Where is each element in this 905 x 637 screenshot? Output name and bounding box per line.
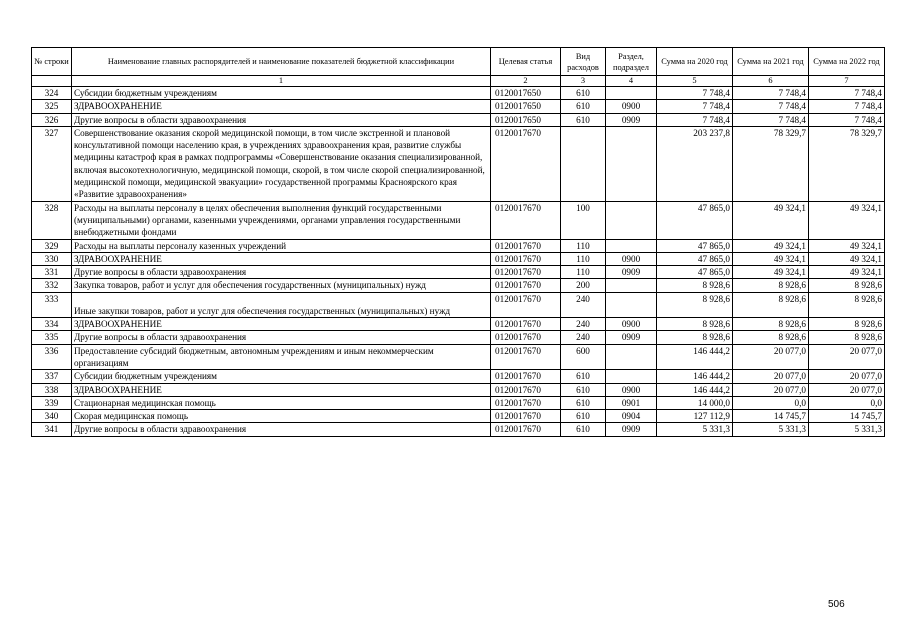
sum-2020: 47 865,0	[657, 252, 733, 265]
page-number: 506	[828, 599, 845, 610]
sum-2021: 14 745,7	[733, 410, 809, 423]
section-code	[606, 344, 657, 370]
table-body	[32, 87, 885, 437]
expense-type: 110	[561, 239, 606, 252]
section-code: 0909	[606, 331, 657, 344]
row-name: Другие вопросы в области здравоохранения	[72, 331, 491, 344]
sum-2020: 47 865,0	[657, 266, 733, 279]
row-name: ЗДРАВООХРАНЕНИЕ	[72, 252, 491, 265]
sum-2022: 49 324,1	[809, 201, 885, 239]
expense-type: 610	[561, 383, 606, 396]
row-number: 329	[32, 239, 72, 252]
target-article: 0120017670	[491, 279, 561, 292]
expense-type: 610	[561, 100, 606, 113]
table-row	[32, 266, 885, 279]
target-article: 0120017670	[491, 239, 561, 252]
sum-2020: 8 928,6	[657, 292, 733, 317]
row-name: Другие вопросы в области здравоохранения	[72, 423, 491, 436]
sum-2022: 5 331,3	[809, 423, 885, 436]
target-article: 0120017670	[491, 370, 561, 383]
target-article: 0120017670	[491, 266, 561, 279]
sum-2021: 8 928,6	[733, 318, 809, 331]
table-row	[32, 100, 885, 113]
column-number: 7	[809, 76, 885, 87]
row-number: 330	[32, 252, 72, 265]
row-name	[72, 292, 491, 317]
row-name: Совершенствование оказания скорой медицинской помощи, в том числе экстренной и плановой консультативной помощи населению края, в учреждениях здравоохранения края, развитие службы медицины катастроф края в рамках подпрограммы «Совершенствование оказания специализированной, включая высокотехнологичную, медицинской помощи, скорой, в том числе скорой специализированной, медицинской помощи, медицинской эвакуации» государственной программы Красноярского края «Развитие здравоохранения»	[72, 126, 491, 201]
column-number: 4	[606, 76, 657, 87]
sum-2022: 49 324,1	[809, 239, 885, 252]
row-name: ЗДРАВООХРАНЕНИЕ	[72, 318, 491, 331]
target-article: 0120017650	[491, 113, 561, 126]
table-row	[32, 252, 885, 265]
sum-2022: 20 077,0	[809, 370, 885, 383]
sum-2021: 20 077,0	[733, 344, 809, 370]
budget-table	[31, 47, 885, 437]
column-number: 2	[491, 76, 561, 87]
target-article: 0120017670	[491, 396, 561, 409]
sum-2022: 8 928,6	[809, 331, 885, 344]
row-number: 327	[32, 126, 72, 201]
row-name-text: Иные закупки товаров, работ и услуг для обеспечения государственных (муниципальных) нужд	[74, 305, 451, 316]
table-row	[32, 113, 885, 126]
sum-2022: 7 748,4	[809, 87, 885, 100]
section-code: 0909	[606, 113, 657, 126]
column-number	[32, 76, 72, 87]
section-code	[606, 292, 657, 317]
sum-2021: 49 324,1	[733, 266, 809, 279]
expense-type: 240	[561, 292, 606, 317]
sum-2022: 20 077,0	[809, 344, 885, 370]
header-sum-2021: Сумма на 2021 год	[733, 48, 809, 76]
target-article: 0120017670	[491, 292, 561, 317]
row-number: 338	[32, 383, 72, 396]
target-article: 0120017670	[491, 383, 561, 396]
row-number: 336	[32, 344, 72, 370]
row-number: 328	[32, 201, 72, 239]
sum-2020: 7 748,4	[657, 87, 733, 100]
sum-2020: 14 000,0	[657, 396, 733, 409]
sum-2022: 8 928,6	[809, 279, 885, 292]
sum-2020: 5 331,3	[657, 423, 733, 436]
expense-type: 610	[561, 410, 606, 423]
section-code: 0901	[606, 396, 657, 409]
sum-2020: 47 865,0	[657, 239, 733, 252]
row-name: Стационарная медицинская помощь	[72, 396, 491, 409]
sum-2021: 0,0	[733, 396, 809, 409]
row-number: 334	[32, 318, 72, 331]
row-spacer	[74, 293, 488, 305]
section-code: 0904	[606, 410, 657, 423]
section-code: 0909	[606, 266, 657, 279]
sum-2020: 47 865,0	[657, 201, 733, 239]
row-number: 326	[32, 113, 72, 126]
sum-2022: 49 324,1	[809, 252, 885, 265]
sum-2020: 146 444,2	[657, 370, 733, 383]
target-article: 0120017670	[491, 331, 561, 344]
sum-2020: 146 444,2	[657, 383, 733, 396]
target-article: 0120017670	[491, 423, 561, 436]
section-code	[606, 87, 657, 100]
sum-2022: 8 928,6	[809, 318, 885, 331]
sum-2020: 8 928,6	[657, 279, 733, 292]
column-number: 5	[657, 76, 733, 87]
row-number: 324	[32, 87, 72, 100]
expense-type: 610	[561, 87, 606, 100]
sum-2021: 7 748,4	[733, 87, 809, 100]
section-code: 0900	[606, 318, 657, 331]
section-code	[606, 239, 657, 252]
table-row	[32, 292, 885, 317]
sum-2022: 8 928,6	[809, 292, 885, 317]
table-row	[32, 201, 885, 239]
sum-2021: 7 748,4	[733, 113, 809, 126]
row-name: Закупка товаров, работ и услуг для обеспечения государственных (муниципальных) нужд	[72, 279, 491, 292]
expense-type: 100	[561, 201, 606, 239]
column-number: 3	[561, 76, 606, 87]
sum-2020: 8 928,6	[657, 318, 733, 331]
row-name: ЗДРАВООХРАНЕНИЕ	[72, 100, 491, 113]
sum-2022: 49 324,1	[809, 266, 885, 279]
row-number: 335	[32, 331, 72, 344]
expense-type: 200	[561, 279, 606, 292]
table-row	[32, 396, 885, 409]
sum-2021: 78 329,7	[733, 126, 809, 201]
sum-2022: 7 748,4	[809, 100, 885, 113]
row-number: 331	[32, 266, 72, 279]
section-code: 0900	[606, 100, 657, 113]
header-sum-2022: Сумма на 2022 год	[809, 48, 885, 76]
sum-2021: 49 324,1	[733, 239, 809, 252]
section-code: 0909	[606, 423, 657, 436]
row-name: Другие вопросы в области здравоохранения	[72, 266, 491, 279]
target-article: 0120017650	[491, 100, 561, 113]
section-code	[606, 370, 657, 383]
row-name: Расходы на выплаты персоналу казенных учреждений	[72, 239, 491, 252]
expense-type: 610	[561, 113, 606, 126]
expense-type: 600	[561, 344, 606, 370]
sum-2021: 49 324,1	[733, 201, 809, 239]
table-row	[32, 87, 885, 100]
section-code: 0900	[606, 383, 657, 396]
expense-type: 240	[561, 331, 606, 344]
header-sum-2020: Сумма на 2020 год	[657, 48, 733, 76]
header-expense-type: Вид расходов	[561, 48, 606, 76]
sum-2022: 7 748,4	[809, 113, 885, 126]
sum-2022: 20 077,0	[809, 383, 885, 396]
target-article: 0120017670	[491, 126, 561, 201]
section-code: 0900	[606, 252, 657, 265]
sum-2022: 0,0	[809, 396, 885, 409]
row-number: 341	[32, 423, 72, 436]
header-section: Раздел, подраздел	[606, 48, 657, 76]
target-article: 0120017670	[491, 410, 561, 423]
section-code	[606, 279, 657, 292]
row-name: Скорая медицинская помощь	[72, 410, 491, 423]
sum-2021: 8 928,6	[733, 331, 809, 344]
sum-2022: 14 745,7	[809, 410, 885, 423]
row-name: Другие вопросы в области здравоохранения	[72, 113, 491, 126]
row-number: 339	[32, 396, 72, 409]
header-target-article: Целевая статья	[491, 48, 561, 76]
sum-2021: 20 077,0	[733, 383, 809, 396]
table-row	[32, 318, 885, 331]
sum-2021: 20 077,0	[733, 370, 809, 383]
column-number-row	[32, 76, 885, 87]
row-name: Субсидии бюджетным учреждениям	[72, 87, 491, 100]
table-row	[32, 126, 885, 201]
sum-2020: 146 444,2	[657, 344, 733, 370]
row-number: 340	[32, 410, 72, 423]
sum-2021: 8 928,6	[733, 279, 809, 292]
sum-2020: 8 928,6	[657, 331, 733, 344]
sum-2020: 203 237,8	[657, 126, 733, 201]
sum-2021: 7 748,4	[733, 100, 809, 113]
sum-2021: 8 928,6	[733, 292, 809, 317]
sum-2021: 49 324,1	[733, 252, 809, 265]
target-article: 0120017670	[491, 201, 561, 239]
expense-type: 110	[561, 252, 606, 265]
table-row	[32, 331, 885, 344]
row-name: Субсидии бюджетным учреждениям	[72, 370, 491, 383]
row-number: 332	[32, 279, 72, 292]
expense-type: 610	[561, 370, 606, 383]
expense-type: 110	[561, 266, 606, 279]
column-number: 6	[733, 76, 809, 87]
expense-type: 610	[561, 423, 606, 436]
table-header	[32, 48, 885, 87]
row-number: 333	[32, 292, 72, 317]
expense-type: 610	[561, 396, 606, 409]
expense-type	[561, 126, 606, 201]
sum-2022: 78 329,7	[809, 126, 885, 201]
row-name: Предоставление субсидий бюджетным, автономным учреждениям и иным некоммерческим организациям	[72, 344, 491, 370]
header-row-number: № строки	[32, 48, 72, 76]
sum-2020: 127 112,9	[657, 410, 733, 423]
target-article: 0120017670	[491, 252, 561, 265]
table-row	[32, 410, 885, 423]
row-name: Расходы на выплаты персоналу в целях обеспечения выполнения функций государственными (муниципальными) органами, казенными учреждениями, органами управления государственными внебюджетными фондами	[72, 201, 491, 239]
section-code	[606, 126, 657, 201]
table-row	[32, 279, 885, 292]
table-row	[32, 383, 885, 396]
row-number: 337	[32, 370, 72, 383]
sum-2020: 7 748,4	[657, 113, 733, 126]
row-name: ЗДРАВООХРАНЕНИЕ	[72, 383, 491, 396]
column-number: 1	[72, 76, 491, 87]
header-name: Наименование главных распорядителей и наименование показателей бюджетной классификации	[72, 48, 491, 76]
target-article: 0120017670	[491, 344, 561, 370]
target-article: 0120017650	[491, 87, 561, 100]
table-row	[32, 239, 885, 252]
table-row	[32, 370, 885, 383]
sum-2021: 5 331,3	[733, 423, 809, 436]
target-article: 0120017670	[491, 318, 561, 331]
table-row	[32, 344, 885, 370]
row-number: 325	[32, 100, 72, 113]
sum-2020: 7 748,4	[657, 100, 733, 113]
expense-type: 240	[561, 318, 606, 331]
section-code	[606, 201, 657, 239]
table-row	[32, 423, 885, 436]
